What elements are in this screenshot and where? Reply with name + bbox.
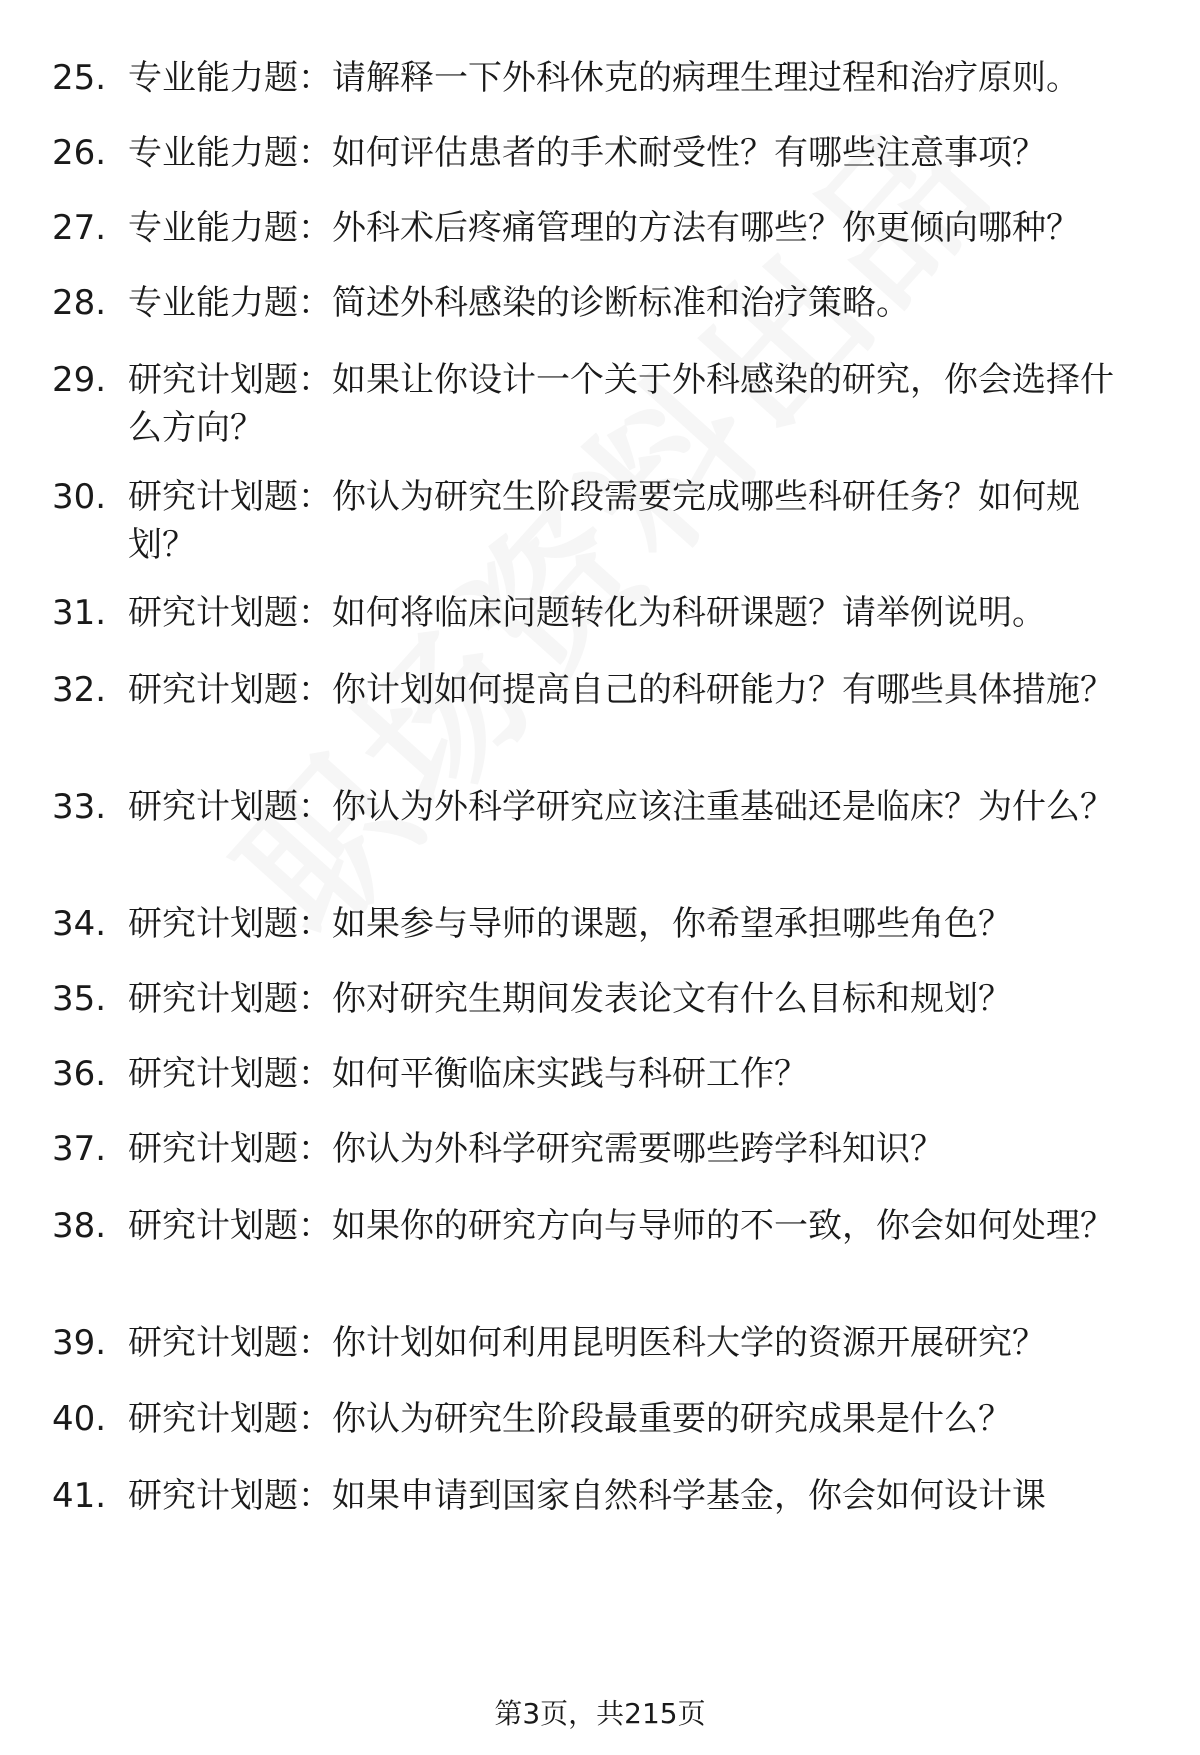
question-text: 你对研究生期间发表论文有什么目标和规划？ xyxy=(332,979,1012,1019)
question-body xyxy=(128,473,1146,569)
question-number: 28. xyxy=(52,283,107,323)
question-category: 研究计划题： xyxy=(128,593,332,633)
question-body xyxy=(128,1202,1146,1250)
question-body xyxy=(128,1472,1146,1520)
question-category: 研究计划题： xyxy=(128,1476,332,1516)
question-text: 你计划如何提高自己的科研能力？有哪些具体措施？ xyxy=(332,670,1114,710)
question-category: 研究计划题： xyxy=(128,904,332,944)
question-category: 研究计划题： xyxy=(128,360,332,400)
question-number: 33. xyxy=(52,787,107,827)
question-category: 研究计划题： xyxy=(128,1206,332,1246)
question-category: 研究计划题： xyxy=(128,670,332,710)
question-body xyxy=(128,900,1146,948)
question-text: 你认为外科学研究应该注重基础还是临床？为什么？ xyxy=(332,787,1114,827)
question-number: 36. xyxy=(52,1054,107,1094)
question-category: 研究计划题： xyxy=(128,1129,332,1169)
question-number: 27. xyxy=(52,208,107,248)
question-category: 研究计划题： xyxy=(128,1399,332,1439)
question-text: 如果申请到国家自然科学基金，你会如何设计课 xyxy=(332,1476,1046,1516)
question-body xyxy=(128,783,1146,831)
question-body xyxy=(128,129,1146,177)
question-body xyxy=(128,54,1146,102)
question-category: 专业能力题： xyxy=(128,58,332,98)
page-footer: 第3页，共215页 xyxy=(494,1697,706,1730)
question-text: 简述外科感染的诊断标准和治疗策略。 xyxy=(332,283,910,323)
question-body xyxy=(128,204,1146,252)
question-text: 你计划如何利用昆明医科大学的资源开展研究？ xyxy=(332,1323,1046,1363)
question-number: 25. xyxy=(52,58,107,98)
question-category: 专业能力题： xyxy=(128,208,332,248)
question-text: 请解释一下外科休克的病理生理过程和治疗原则。 xyxy=(332,58,1080,98)
question-text: 外科术后疼痛管理的方法有哪些？你更倾向哪种？ xyxy=(332,208,1080,248)
question-category: 研究计划题： xyxy=(128,477,332,517)
question-category: 研究计划题： xyxy=(128,1054,332,1094)
question-body xyxy=(128,356,1146,452)
question-category: 研究计划题： xyxy=(128,979,332,1019)
question-category: 研究计划题： xyxy=(128,1323,332,1363)
question-text: 如何将临床问题转化为科研课题？请举例说明。 xyxy=(332,593,1046,633)
question-text: 如果让你设计一个关于外科感染的研究，你会选择什么方向？ xyxy=(128,360,1114,448)
question-text: 如果参与导师的课题，你希望承担哪些角色？ xyxy=(332,904,1012,944)
question-number: 32. xyxy=(52,670,107,710)
question-body xyxy=(128,589,1146,637)
question-text: 你认为外科学研究需要哪些跨学科知识？ xyxy=(332,1129,944,1169)
question-body xyxy=(128,975,1146,1023)
question-number: 37. xyxy=(52,1129,107,1169)
question-number: 39. xyxy=(52,1323,107,1363)
question-text: 如何平衡临床实践与科研工作？ xyxy=(332,1054,808,1094)
question-number: 41. xyxy=(52,1476,107,1516)
question-body xyxy=(128,1319,1146,1367)
question-number: 40. xyxy=(52,1399,107,1439)
question-number: 29. xyxy=(52,360,107,400)
question-text: 你认为研究生阶段需要完成哪些科研任务？如何规划？ xyxy=(128,477,1080,565)
question-number: 35. xyxy=(52,979,107,1019)
question-text: 如何评估患者的手术耐受性？有哪些注意事项？ xyxy=(332,133,1046,173)
question-category: 专业能力题： xyxy=(128,283,332,323)
question-category: 专业能力题： xyxy=(128,133,332,173)
question-number: 38. xyxy=(52,1206,107,1246)
question-number: 31. xyxy=(52,593,107,633)
question-number: 26. xyxy=(52,133,107,173)
question-body xyxy=(128,1395,1146,1443)
question-category: 研究计划题： xyxy=(128,787,332,827)
question-body xyxy=(128,1050,1146,1098)
question-number: 34. xyxy=(52,904,107,944)
question-text: 如果你的研究方向与导师的不一致，你会如何处理？ xyxy=(332,1206,1114,1246)
question-text: 你认为研究生阶段最重要的研究成果是什么？ xyxy=(332,1399,1012,1439)
question-number: 30. xyxy=(52,477,107,517)
question-body xyxy=(128,279,1146,327)
question-body xyxy=(128,666,1146,714)
question-body xyxy=(128,1125,1146,1173)
